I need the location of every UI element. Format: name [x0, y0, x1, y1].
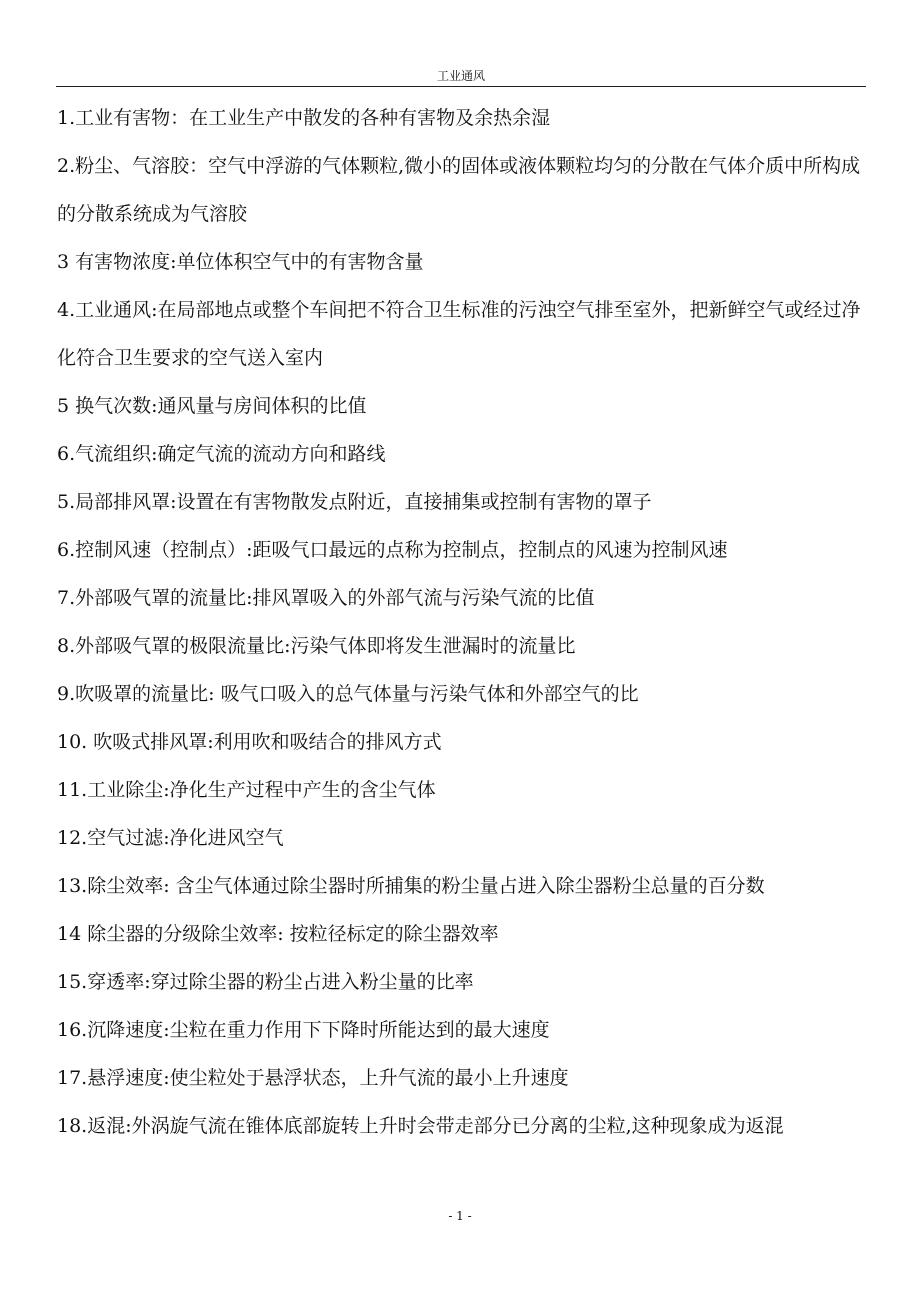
- definition-item: 6.控制风速（控制点）:距吸气口最远的点称为控制点，控制点的风速为控制风速: [57, 539, 728, 561]
- definition-item: 5 换气次数:通风量与房间体积的比值: [57, 395, 367, 417]
- definition-item: 4.工业通风:在局部地点或整个车间把不符合卫生标准的污浊空气排至室外，把新鲜空气或经过净化符合卫生要求的空气送入室内: [57, 299, 861, 369]
- definition-item: 9.吹吸罩的流量比: 吸气口吸入的总气体量与污染气体和外部空气的比: [57, 683, 639, 705]
- definition-item: 6.气流组织:确定气流的流动方向和路线: [57, 443, 386, 465]
- page-number: - 1 -: [448, 1209, 472, 1223]
- definition-item: 7.外部吸气罩的流量比:排风罩吸入的外部气流与污染气流的比值: [57, 587, 595, 609]
- header-divider: [56, 86, 866, 87]
- definition-item: 15.穿透率:穿过除尘器的粉尘占进入粉尘量的比率: [57, 971, 474, 993]
- definition-item: 5.局部排风罩:设置在有害物散发点附近，直接捕集或控制有害物的罩子: [57, 491, 652, 513]
- definition-item: 17.悬浮速度:使尘粒处于悬浮状态，上升气流的最小上升速度: [57, 1067, 569, 1089]
- definition-item: 12.空气过滤:净化进风空气: [57, 827, 284, 849]
- definition-item: 2.粉尘、气溶胶：空气中浮游的气体颗粒,微小的固体或液体颗粒均匀的分散在气体介质中所构成的分散系统成为气溶胶: [57, 155, 861, 225]
- definition-item: 8.外部吸气罩的极限流量比:污染气体即将发生泄漏时的流量比: [57, 635, 576, 657]
- definition-item: 10. 吹吸式排风罩:利用吹和吸结合的排风方式: [57, 731, 442, 753]
- definition-item: 14 除尘器的分级除尘效率: 按粒径标定的除尘器效率: [57, 923, 499, 945]
- definition-item: 16.沉降速度:尘粒在重力作用下下降时所能达到的最大速度: [57, 1019, 550, 1041]
- definition-item: 11.工业除尘:净化生产过程中产生的含尘气体: [57, 779, 436, 801]
- definition-item: 1.工业有害物：在工业生产中散发的各种有害物及余热余湿: [57, 107, 551, 129]
- definition-item: 13.除尘效率: 含尘气体通过除尘器时所捕集的粉尘量占进入除尘器粉尘总量的百分数: [57, 875, 765, 897]
- page-header-title: 工业通风: [436, 69, 485, 83]
- definition-item: 3 有害物浓度:单位体积空气中的有害物含量: [57, 251, 424, 273]
- definition-list: [57, 94, 862, 1150]
- definition-item: 18.返混:外涡旋气流在锥体底部旋转上升时会带走部分已分离的尘粒,这种现象成为返混: [57, 1115, 784, 1137]
